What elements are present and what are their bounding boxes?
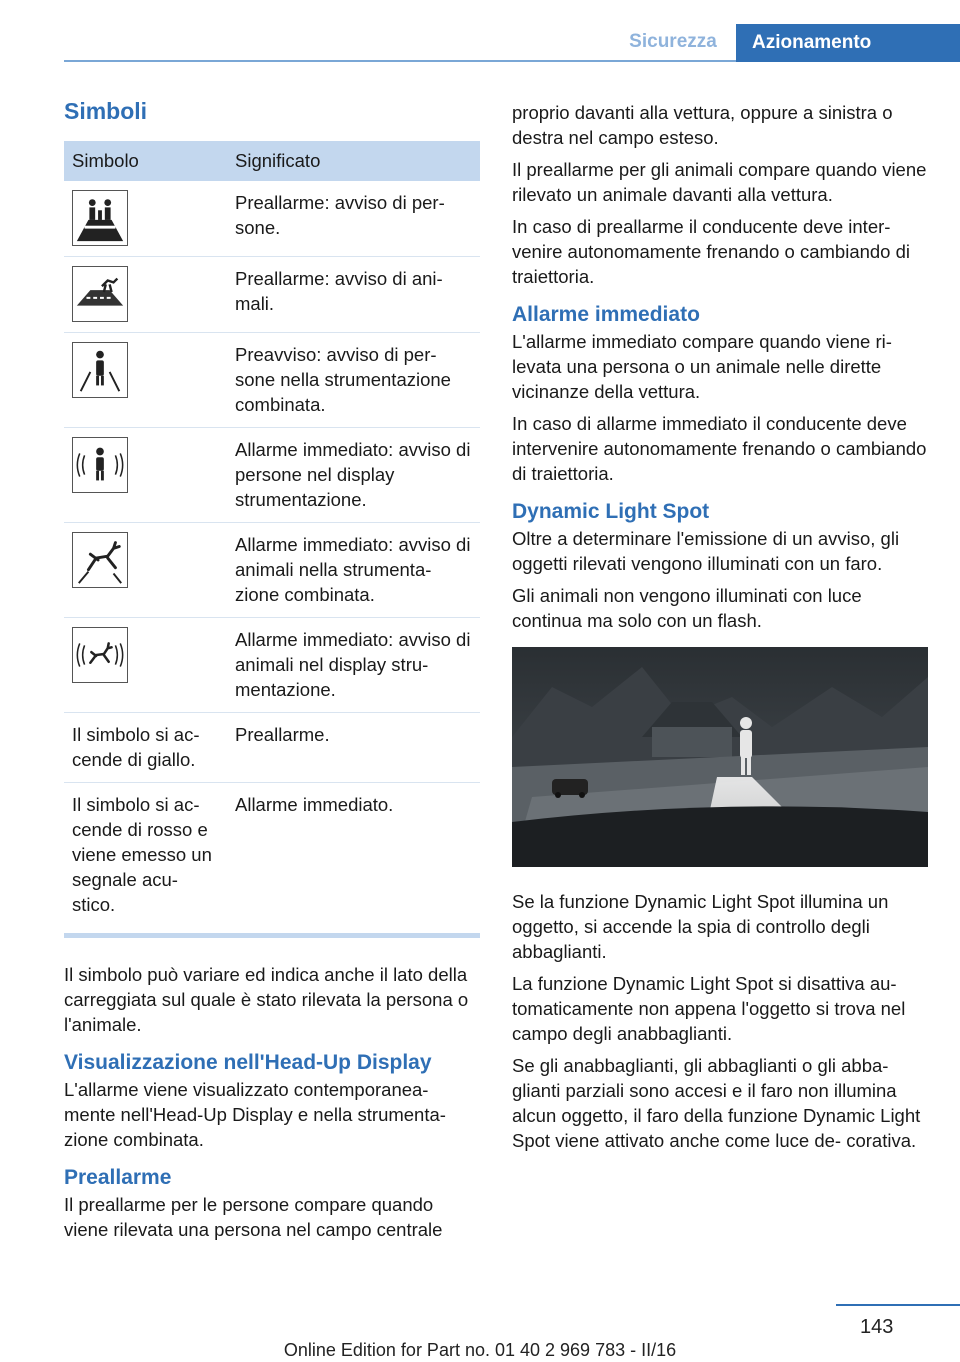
meaning-cell: Allarme immediato: avviso di animali nella strumenta- zione combinata. — [227, 523, 480, 618]
meaning-cell: Preallarme: avviso di ani- mali. — [227, 257, 480, 333]
table-header-row — [64, 141, 480, 181]
symbol-cell — [64, 428, 227, 523]
paragraph-preallarme-animals: Il preallarme per gli animali compare quando viene rilevato un animale davanti alla vettura. — [512, 159, 927, 205]
symbol-cell — [64, 333, 227, 428]
paragraph-hud: L'allarme viene visualizzato contemporanea- mente nell'Head-Up Display e nella strumenta- zione combinata. — [64, 1079, 446, 1150]
paragraph-allarme-driver: In caso di allarme immediato il conducente deve intervenire autonomamente frenando o cambiando di traiettoria. — [512, 413, 927, 484]
symbols-table — [64, 141, 480, 927]
paragraph-preallarme-driver: In caso di preallarme il conducente deve inter- venire autonomamente frenando o cambiando di traiettoria. — [512, 216, 911, 287]
night-road-photo — [512, 647, 928, 867]
section-title-simboli: Simboli — [64, 98, 148, 124]
header-tab-section[interactable]: Sicurezza — [612, 24, 734, 60]
symbol-cell — [64, 618, 227, 713]
pedestrians-warning-icon — [72, 190, 128, 246]
paragraph-dls-4: La funzione Dynamic Light Spot si disattiva au- tomaticamente non appena l'oggetto si trova nel campo degli anabbaglianti. — [512, 973, 906, 1044]
paragraph-dls-3: Se la funzione Dynamic Light Spot illumina un oggetto, si accende la spia di controllo degli abbaglianti. — [512, 891, 889, 962]
meaning-cell: Preallarme: avviso di per- sone. — [227, 181, 480, 257]
left-column — [64, 98, 480, 1249]
header-tab-chapter[interactable]: Azionamento — [736, 24, 960, 62]
paragraph-preallarme: Il preallarme per le persone compare quando viene rilevata una persona nel campo centrale — [64, 1194, 443, 1240]
table-row — [64, 618, 480, 713]
table-header-meaning: Significato — [227, 141, 480, 181]
right-column — [512, 100, 928, 1160]
table-row — [64, 257, 480, 333]
table-row — [64, 181, 480, 257]
table-row — [64, 713, 480, 783]
symbol-cell — [64, 523, 227, 618]
paragraph-preallarme-cont: proprio davanti alla vettura, oppure a sinistra o destra nel campo esteso. — [512, 102, 893, 148]
heading-preallarme: Preallarme — [64, 1166, 172, 1189]
symbol-text-cell: Il simbolo si ac- cende di giallo. — [64, 713, 227, 783]
meaning-cell: Allarme immediato: avviso di animali nel display stru- mentazione. — [227, 618, 480, 713]
symbol-cell — [64, 181, 227, 257]
heading-hud: Visualizzazione nell'Head-Up Display — [64, 1051, 432, 1074]
deer-display-warning-icon — [72, 627, 128, 683]
person-acute-warning-icon — [72, 437, 128, 493]
page-number: 143 — [860, 1316, 894, 1338]
footer-edition: Online Edition for Part no. 01 40 2 969 783 - II/16 — [283, 1340, 677, 1360]
table-end-rule — [64, 933, 480, 938]
paragraph-dls-2: Gli animali non vengono illuminati con luce continua ma solo con un flash. — [512, 585, 862, 631]
table-row — [64, 333, 480, 428]
deer-acute-warning-icon — [72, 532, 128, 588]
symbol-text-cell: Il simbolo si ac- cende di rosso e viene emesso un segnale acu- stico. — [72, 794, 212, 915]
meaning-cell: Preallarme. — [227, 713, 480, 783]
meaning-cell: Allarme immediato. — [235, 794, 394, 815]
paragraph-allarme: L'allarme immediato compare quando viene ri- levata una persona o un animale nelle dirette vicinanze della vettura. — [512, 331, 892, 402]
table-row — [64, 523, 480, 618]
meaning-cell: Allarme immediato: avviso di persone nel display strumentazione. — [227, 428, 480, 523]
heading-allarme-immediato: Allarme immediato — [512, 303, 700, 326]
table-header-symbol: Simbolo — [64, 141, 227, 181]
meaning-cell: Preavviso: avviso di per- sone nella strumentazione combinata. — [227, 333, 480, 428]
footer-rule — [836, 1304, 960, 1306]
paragraph-dls-5: Se gli anabbaglianti, gli abbaglianti o gli abba- glianti parziali sono accesi e il faro non illumina alcun oggetto, il faro della funzione Dynamic Light Spot viene attivato anche come luce de- corativa. — [512, 1055, 921, 1151]
paragraph-dls-1: Oltre a determinare l'emissione di un avviso, gli oggetti rilevati vengono illuminati con un faro. — [512, 528, 900, 574]
animal-road-warning-icon — [72, 266, 128, 322]
heading-dynamic-light-spot: Dynamic Light Spot — [512, 500, 710, 523]
table-row — [64, 783, 480, 928]
symbol-cell — [64, 257, 227, 333]
table-row — [64, 428, 480, 523]
paragraph-symbol-side: Il simbolo può variare ed indica anche il lato della carreggiata sul quale è stato rilevata la persona o l'animale. — [64, 964, 469, 1035]
person-prewarning-icon — [72, 342, 128, 398]
